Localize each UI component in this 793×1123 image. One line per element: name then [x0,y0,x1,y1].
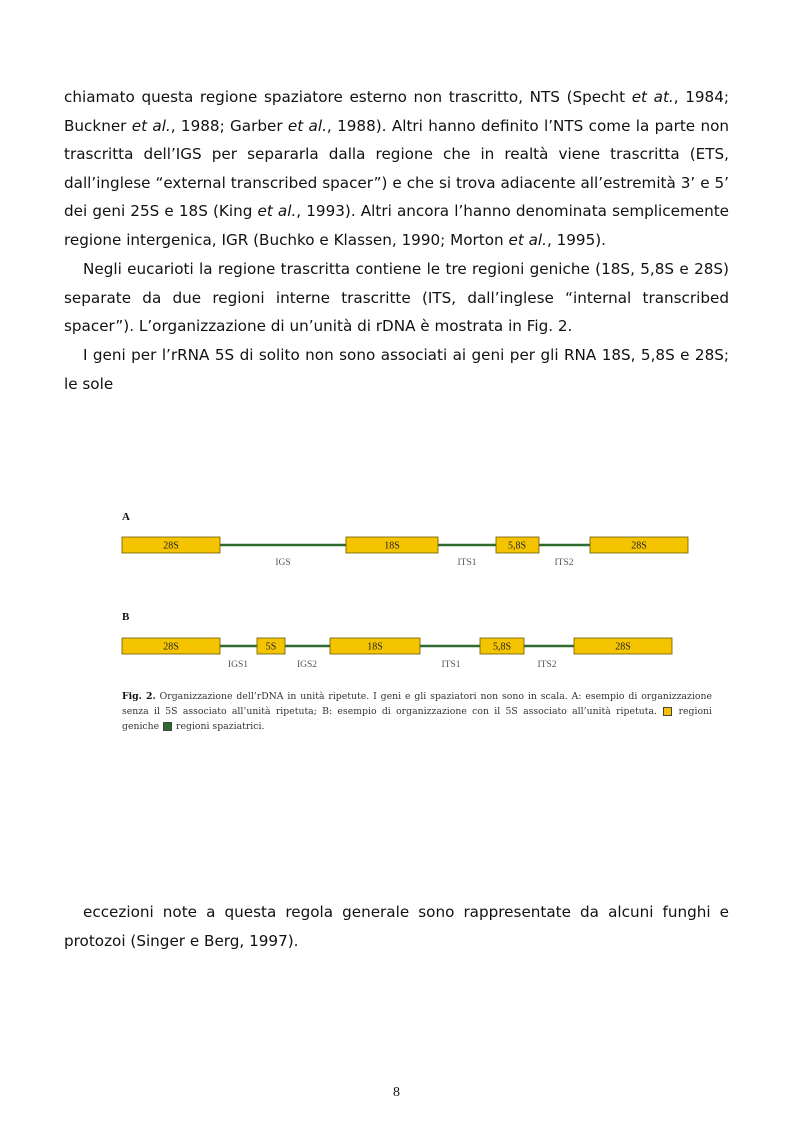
panel-b-spacer-label-igs1: IGS1 [227,660,249,670]
panel-a-spacer-label-its2: ITS2 [554,558,574,568]
spacer-legend-swatch [163,722,172,731]
panel-a-label: A [122,511,130,523]
panel-a-gene-label-28s-right: 28S [631,540,647,552]
paragraph-2: Negli eucarioti la regione trascritta contiene le tre regioni geniche (18S, 5,8S e 28S) separate da due regioni interne trascritte (ITS, dall’inglese “internal transcribed spacer”). L’organizzazione di un’unità di rDNA è mostrata in Fig. 2. [64,260,729,335]
panel-a-gene-label-28s-left: 28S [163,540,179,552]
panel-b-gene-label-5s: 5S [265,641,277,653]
panel-b-gene-label-58s: 5,8S [492,641,512,653]
figure-caption [122,689,712,734]
gene-legend-label: regioni geniche [122,706,712,732]
page-number: 8 [393,1085,400,1100]
paragraph-4: eccezioni note a questa regola generale sono rappresentate da alcuni funghi e protozoi (Singer e Berg, 1997). [64,903,729,950]
figure-caption-label: Fig. 2. [122,691,156,702]
panel-a-gene-label-58s: 5,8S [507,540,527,552]
panel-b-gene-label-28s-right: 28S [615,641,631,653]
panel-b-gene-label-28s-left: 28S [163,641,179,653]
panel-b-label: B [122,611,130,623]
paragraph-1: chiamato questa regione spaziatore esterno non trascritto, NTS (Specht et at., 1984; Buckner et al., 1988; Garber et al., 1988). Altri hanno definito l’NTS come la parte non trascritta dell’IGS per separarla dalla regione che in realtà viene trascritta (ETS, dall’inglese “external transcribed spacer”) e che si trova adiacente all’estremità 3’ e 5’ dei geni 25S e 18S (King et al., 1993). Altri ancora l’hanno denominata semplicemente regione intergenica, IGR (Buchko e Klassen, 1990; Morton et al., 1995). [64,88,730,249]
spacer-legend-label: regioni spaziatrici. [173,721,265,732]
gene-legend-swatch [663,707,672,716]
panel-a-spacer-label-its1: ITS1 [457,558,477,568]
panel-b-spacer-label-igs2: IGS2 [296,660,318,670]
paragraph-3: I geni per l’rRNA 5S di solito non sono associati ai geni per gli RNA 18S, 5,8S e 28S; le sole [64,346,729,393]
panel-b-spacer-label-its2: ITS2 [537,660,557,670]
panel-b-gene-label-18s: 18S [367,641,383,653]
panel-b-spacer-label-its1: ITS1 [441,660,461,670]
panel-a-gene-label-18s: 18S [384,540,400,552]
figure-caption-text: Organizzazione dell’rDNA in unità ripetute. I geni e gli spaziatori non sono in scala. A: esempio di organizzazione senza il 5S associato all’unità ripetuta; B: esempio di organizzazione con il 5S associato all’unità ripetuta. [122,691,712,717]
panel-a-spacer-label-igs: IGS [275,558,291,568]
